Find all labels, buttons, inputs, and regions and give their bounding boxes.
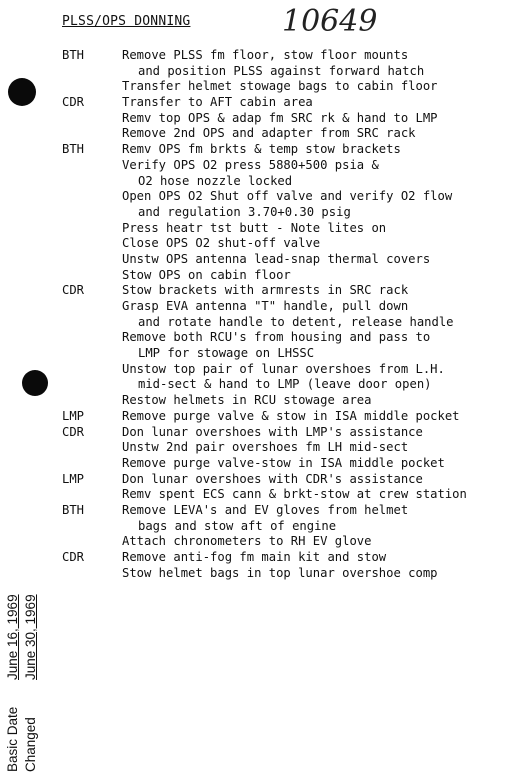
checklist-line xyxy=(0,283,530,299)
step-text: Stow OPS on cabin floor xyxy=(122,267,291,282)
changed-date-value: June 30, 1969 xyxy=(23,594,38,680)
checklist-line xyxy=(0,142,530,158)
checklist-line xyxy=(0,299,530,315)
step-text: Remove both RCU's from housing and pass to xyxy=(122,330,431,345)
step-text: Remove anti-fog fm main kit and stow xyxy=(122,550,387,564)
step-text: and rotate handle to detent, release handle xyxy=(138,314,454,329)
checklist-line xyxy=(0,330,530,346)
step-text: LMP for stowage on LHSSC xyxy=(138,346,315,361)
checklist-line xyxy=(0,487,530,503)
changed-date-row xyxy=(22,572,40,772)
step-text: Remv OPS fm brkts & temp stow brackets xyxy=(122,142,401,157)
basic-date-label: Basic Date xyxy=(5,706,20,772)
crew-role: BTH xyxy=(62,48,85,62)
step-text: Remove purge valve-stow in ISA middle pocket xyxy=(122,455,445,470)
checklist-line xyxy=(0,205,530,221)
step-text: Unstw 2nd pair overshoes fm LH mid-sect xyxy=(122,440,409,455)
step-text: Unstw OPS antenna lead-snap thermal covers xyxy=(122,251,431,266)
checklist-line xyxy=(0,440,530,456)
checklist-steps xyxy=(0,48,530,581)
step-text: Attach chronometers to RH EV glove xyxy=(122,534,372,549)
checklist-line xyxy=(0,64,530,80)
checklist-line xyxy=(0,409,530,425)
checklist-line xyxy=(0,393,530,409)
checklist-line xyxy=(0,377,530,393)
checklist-line xyxy=(0,236,530,252)
step-text: Transfer helmet stowage bags to cabin floor xyxy=(122,79,438,94)
step-text: O2 hose nozzle locked xyxy=(138,173,293,188)
checklist-line xyxy=(0,456,530,472)
checklist-line xyxy=(0,111,530,127)
checklist-line xyxy=(0,472,530,488)
page-title: PLSS/OPS DONNING xyxy=(62,14,191,29)
checklist-line xyxy=(0,550,530,566)
step-text: Transfer to AFT cabin area xyxy=(122,95,313,110)
checklist-line xyxy=(0,315,530,331)
step-text: Remove PLSS fm floor, stow floor mounts xyxy=(122,48,409,62)
checklist-line xyxy=(0,362,530,378)
step-text: and regulation 3.70+0.30 psig xyxy=(138,204,351,219)
checklist-line xyxy=(0,221,530,237)
crew-role: LMP xyxy=(62,408,85,423)
step-text: Verify OPS O2 press 5880+500 psia & xyxy=(122,157,379,172)
crew-role: CDR xyxy=(62,550,85,564)
checklist-line xyxy=(0,158,530,174)
checklist-line xyxy=(0,268,530,284)
checklist-line xyxy=(0,79,530,95)
step-text: Unstow top pair of lunar overshoes from L.H. xyxy=(122,361,445,376)
checklist-line xyxy=(0,95,530,111)
step-text: Stow brackets with armrests in SRC rack xyxy=(122,283,409,298)
checklist-line xyxy=(0,566,530,582)
checklist-line xyxy=(0,48,530,64)
checklist-line xyxy=(0,425,530,441)
checklist-line xyxy=(0,503,530,519)
step-text: mid-sect & hand to LMP (leave door open) xyxy=(138,377,432,392)
step-text: Open OPS O2 Shut off valve and verify O2 flow xyxy=(122,189,453,204)
revision-date-block xyxy=(4,572,62,772)
checklist-line xyxy=(0,252,530,268)
step-text: Close OPS O2 shut-off valve xyxy=(122,236,321,251)
crew-role: BTH xyxy=(62,142,85,157)
step-text: bags and stow aft of engine xyxy=(138,518,337,533)
checklist-line xyxy=(0,189,530,205)
checklist-line xyxy=(0,174,530,190)
step-text: and position PLSS against forward hatch xyxy=(138,63,425,78)
step-text: Remove LEVA's and EV gloves from helmet xyxy=(122,502,409,517)
step-text: Remv top OPS & adap fm SRC rk & hand to LMP xyxy=(122,110,438,125)
checklist-line xyxy=(0,126,530,142)
changed-date-label: Changed xyxy=(23,717,38,772)
step-text: Restow helmets in RCU stowage area xyxy=(122,393,372,408)
step-text: Don lunar overshoes with LMP's assistance xyxy=(122,424,423,439)
crew-role: LMP xyxy=(62,471,85,486)
crew-role: CDR xyxy=(62,283,85,298)
step-text: Press heatr tst butt - Note lites on xyxy=(122,220,387,235)
step-text: Don lunar overshoes with CDR's assistance xyxy=(122,471,423,486)
basic-date-value: June 16, 1969 xyxy=(5,594,20,680)
step-text: Remove purge valve & stow in ISA middle pocket xyxy=(122,408,460,423)
handwritten-page-number: 10649 xyxy=(282,4,378,39)
step-text: Stow helmet bags in top lunar overshoe comp xyxy=(122,565,438,580)
step-text: Remove 2nd OPS and adapter from SRC rack xyxy=(122,126,416,141)
basic-date-row xyxy=(4,572,22,772)
step-text: Grasp EVA antenna "T" handle, pull down xyxy=(122,299,409,313)
crew-role: CDR xyxy=(62,95,85,110)
step-text: Remv spent ECS cann & brkt-stow at crew station xyxy=(122,487,467,502)
checklist-line xyxy=(0,534,530,550)
crew-role: CDR xyxy=(62,424,85,439)
checklist-line xyxy=(0,346,530,362)
crew-role: BTH xyxy=(62,502,85,517)
checklist-line xyxy=(0,519,530,535)
